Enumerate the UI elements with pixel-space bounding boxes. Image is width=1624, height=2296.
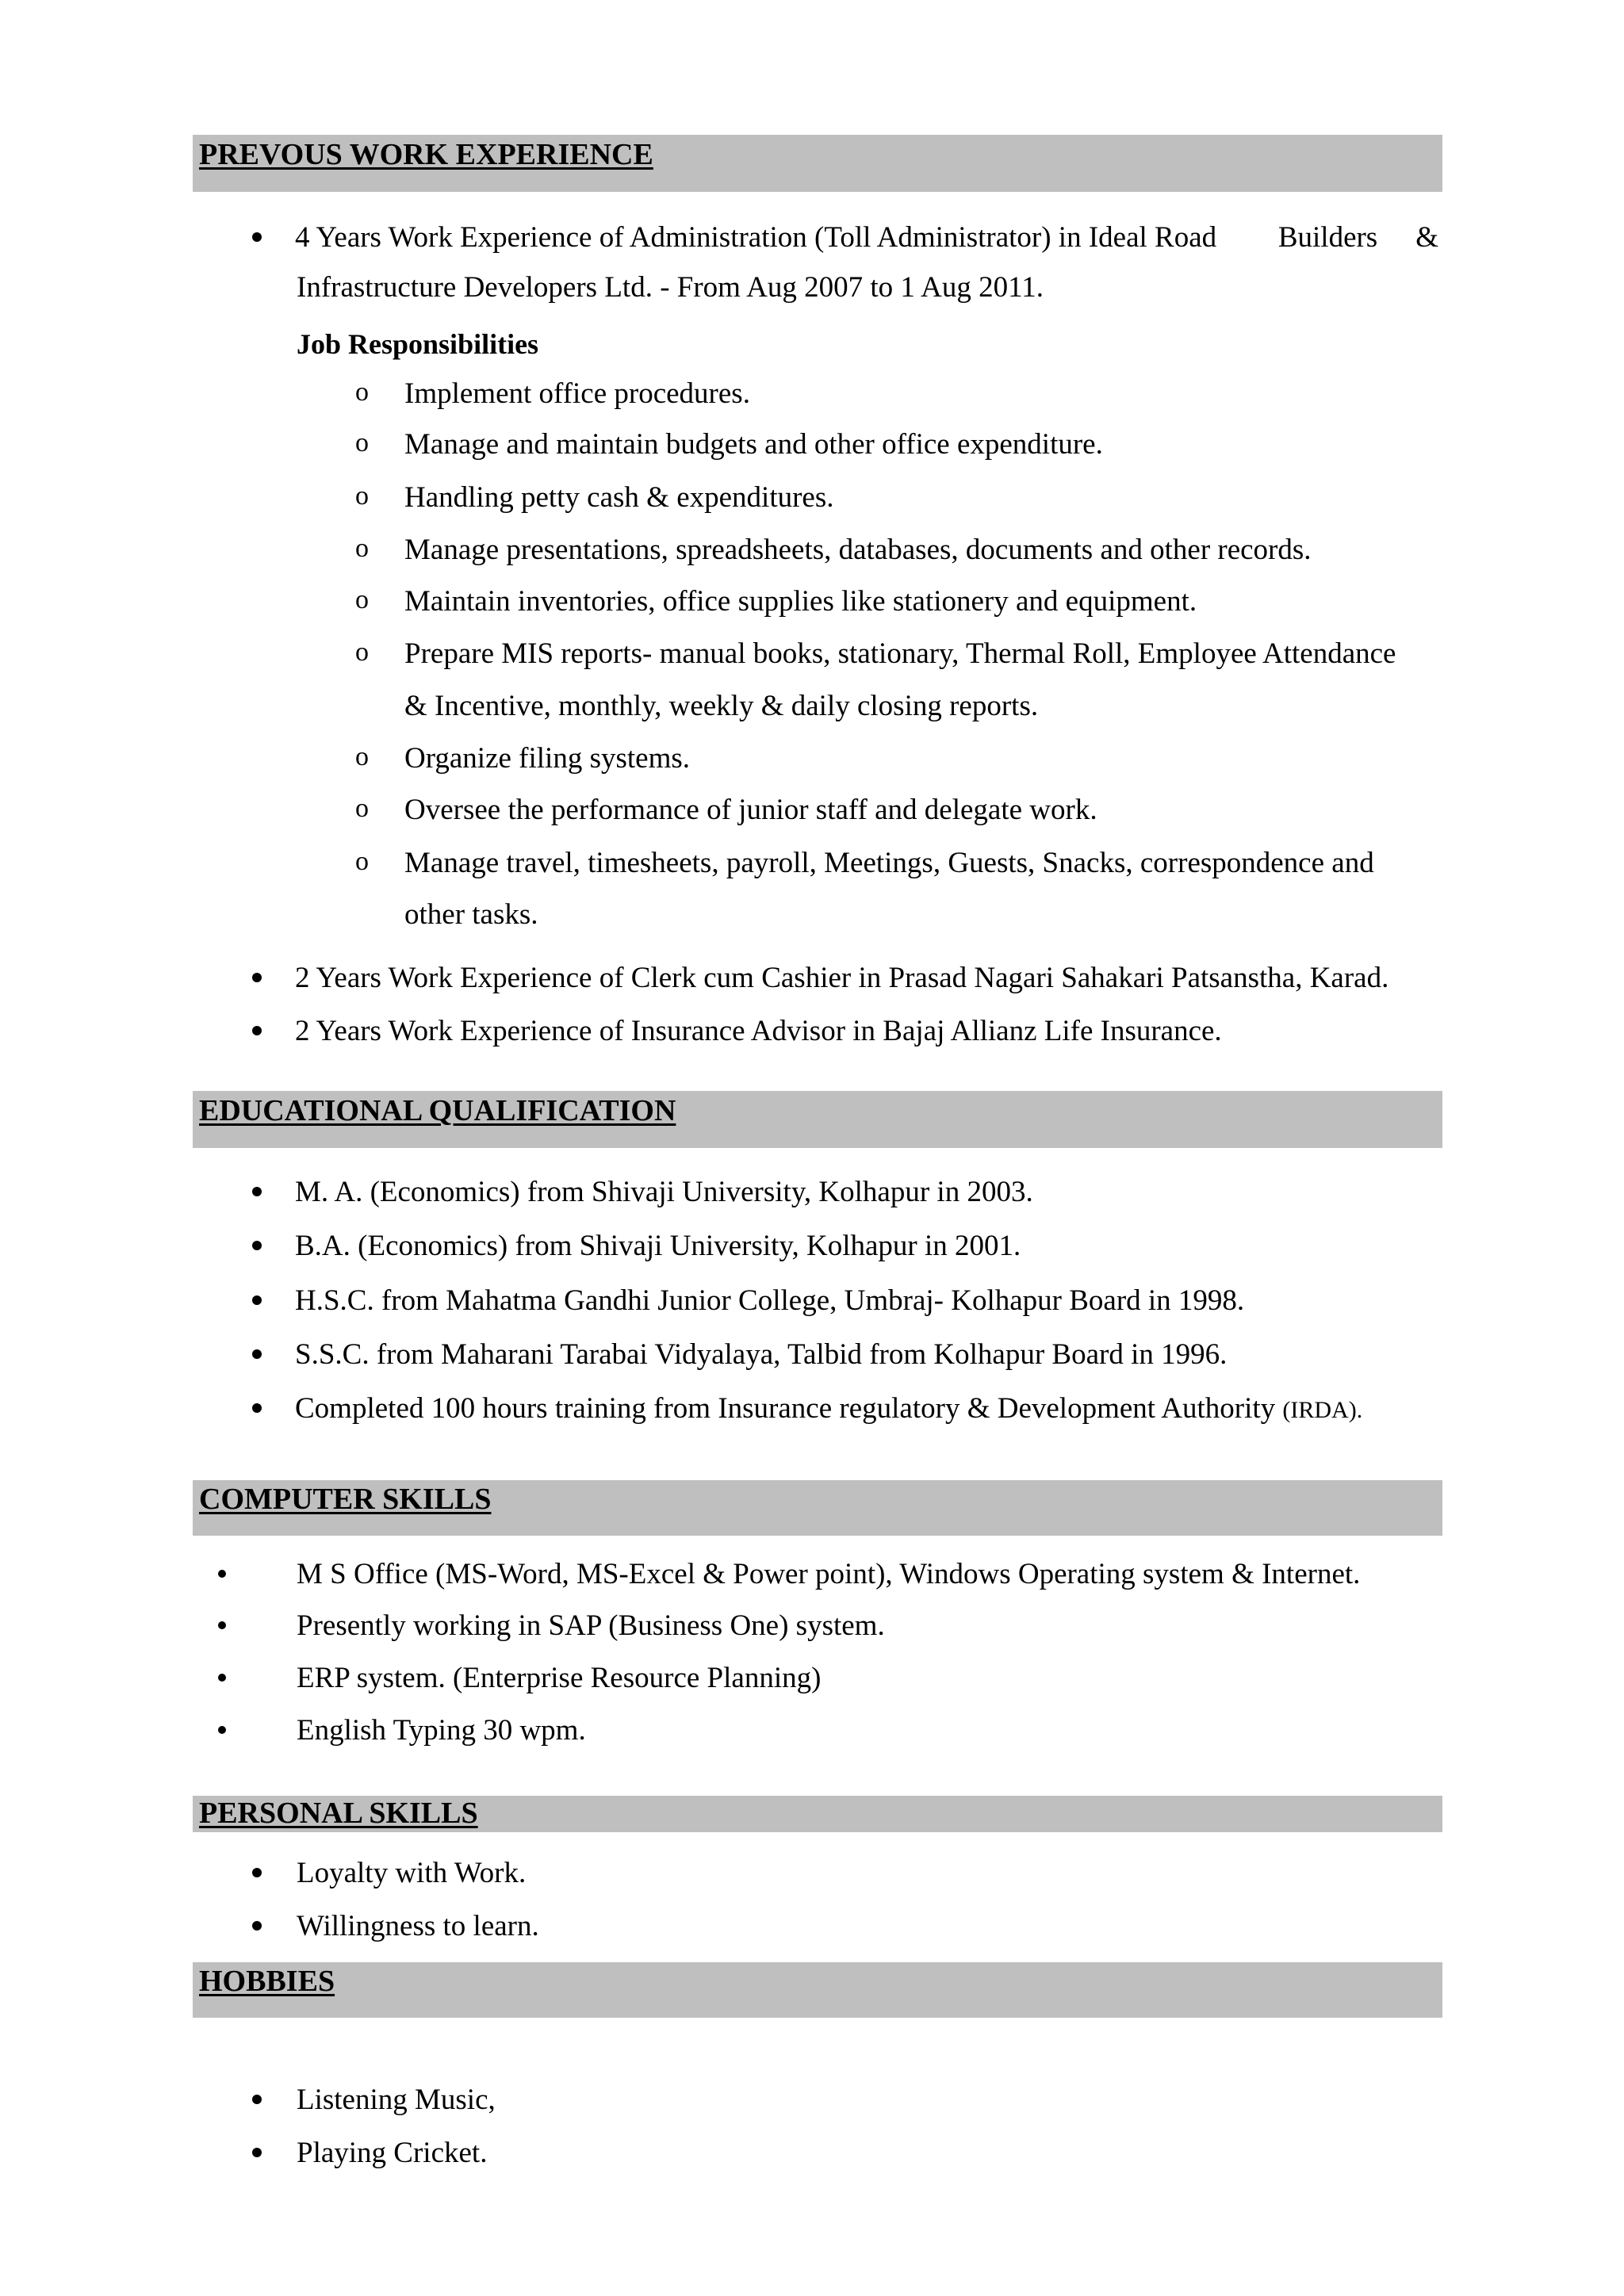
personal-skill-item: Loyalty with Work. (297, 1857, 527, 1889)
work-item-1-line-2: Infrastructure Developers Ltd. - From Aug 2007 to 1 Aug 2011. (297, 271, 1044, 304)
hobby-item: Playing Cricket. (297, 2137, 488, 2169)
bullet (252, 2095, 262, 2104)
responsibility-item: Manage presentations, spreadsheets, databases, documents and other records. (404, 534, 1312, 566)
work-item-2: 2 Years Work Experience of Clerk cum Cashier in Prasad Nagari Sahakari Patsanstha, Karad. (295, 962, 1389, 994)
education-item: B.A. (Economics) from Shivaji University, Kolhapur in 2001. (295, 1230, 1021, 1262)
work-item-1-text-a: 4 Years Work Experience of Administration (Toll Administrator) in Ideal Road (295, 221, 1217, 254)
hobby-item: Listening Music, (297, 2084, 496, 2116)
bullet (252, 1026, 262, 1035)
sub-bullet: o (355, 794, 369, 823)
education-item-suffix: (IRDA). (1282, 1397, 1363, 1423)
bullet (252, 2148, 262, 2157)
responsibility-item: Manage and maintain budgets and other office expenditure. (404, 428, 1103, 461)
computer-skill-item: Presently working in SAP (Business One) system. (297, 1609, 885, 1642)
responsibility-item-continued: & Incentive, monthly, weekly & daily closing reports. (404, 690, 1039, 722)
computer-skill-item: ERP system. (Enterprise Resource Planning) (297, 1662, 822, 1694)
personal-skill-item: Willingness to learn. (297, 1910, 539, 1942)
bullet (218, 1726, 226, 1734)
work-item-3: 2 Years Work Experience of Insurance Advisor in Bajaj Allianz Life Insurance. (295, 1015, 1222, 1047)
section-band-hobbies (193, 1962, 1442, 2018)
responsibility-item: Oversee the performance of junior staff and delegate work. (404, 794, 1097, 826)
responsibility-text: Manage travel, timesheets, payroll, Meetings, Guests, Snacks, correspondence and (404, 847, 1374, 879)
section-title-work: PREVOUS WORK EXPERIENCE (199, 138, 653, 171)
bullet (252, 973, 262, 982)
sub-bullet: o (355, 585, 369, 614)
section-title-computer: COMPUTER SKILLS (199, 1483, 492, 1516)
computer-skill-item: English Typing 30 wpm. (297, 1714, 586, 1747)
responsibility-item (404, 848, 1438, 878)
computer-skill-item: M S Office (MS-Word, MS-Excel & Power point), Windows Operating system & Internet. (297, 1558, 1361, 1590)
education-item: M. A. (Economics) from Shivaji University, Kolhapur in 2003. (295, 1176, 1033, 1208)
bullet (218, 1621, 226, 1629)
responsibility-item: Implement office procedures. (404, 377, 750, 410)
education-item: H.S.C. from Mahatma Gandhi Junior College, Umbraj- Kolhapur Board in 1998. (295, 1284, 1245, 1317)
bullet (252, 232, 262, 242)
section-title-personal: PERSONAL SKILLS (199, 1797, 478, 1830)
sub-bullet: o (355, 377, 369, 407)
bullet (252, 1868, 262, 1877)
bullet (252, 1403, 262, 1413)
bullet (252, 1187, 262, 1196)
sub-bullet: o (355, 637, 369, 667)
education-item (295, 1394, 1362, 1423)
responsibility-item-continued: other tasks. (404, 898, 538, 931)
section-title-hobbies: HOBBIES (199, 1965, 335, 1998)
responsibility-item: Maintain inventories, office supplies like stationery and equipment. (404, 585, 1197, 618)
bullet (218, 1674, 226, 1682)
work-item-1-text-b: Builders (1277, 221, 1378, 254)
responsibility-item: Prepare MIS reports- manual books, stationary, Thermal Roll, Employee Attendance (404, 637, 1396, 670)
education-item-text: Completed 100 hours training from Insurance regulatory & Development Authority (295, 1392, 1276, 1425)
bullet (252, 1921, 262, 1931)
sub-bullet: o (355, 428, 369, 457)
bullet (218, 1570, 226, 1578)
sub-bullet: o (355, 847, 369, 876)
work-item-1-text-c: & (1415, 221, 1438, 254)
bullet (252, 1241, 262, 1250)
job-responsibilities-heading: Job Responsibilities (297, 328, 539, 360)
sub-bullet: o (355, 742, 369, 771)
work-item-1-line-1 (295, 223, 1438, 252)
bullet (252, 1295, 262, 1305)
bullet (252, 1349, 262, 1359)
education-item: S.S.C. from Maharani Tarabai Vidyalaya, Talbid from Kolhapur Board in 1996. (295, 1338, 1228, 1371)
section-title-education: EDUCATIONAL QUALIFICATION (199, 1094, 676, 1127)
responsibility-item: Organize filing systems. (404, 742, 691, 775)
sub-bullet: o (355, 534, 369, 563)
responsibility-item: Handling petty cash & expenditures. (404, 481, 834, 514)
sub-bullet: o (355, 481, 369, 511)
